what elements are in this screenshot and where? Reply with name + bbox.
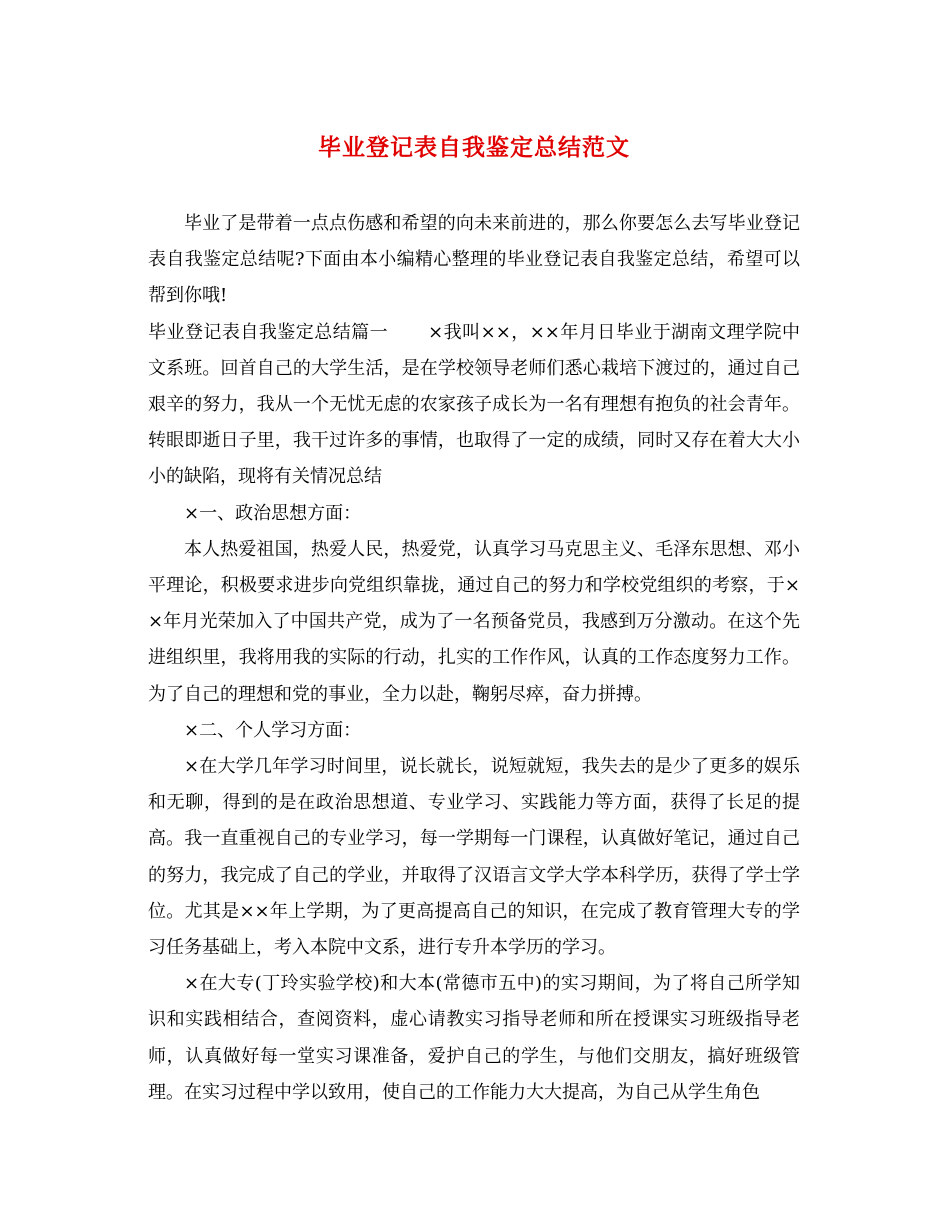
section1-paragraph	[148, 315, 800, 496]
heading-study: ×二、个人学习方面：	[184, 719, 362, 741]
intro-paragraph: 毕业了是带着一点点伤感和希望的向未来前进的，那么你要怎么去写毕业登记表自我鉴定总结呢?下面由本小编精心整理的毕业登记表自我鉴定总结，希望可以帮到你哦!	[148, 213, 800, 307]
section1-text: ×我叫××，××年月日毕业于湖南文理学院中文系班。回首自己的大学生活，是在学校领导老师们悉心栽培下渡过的，通过自己艰辛的努力，我从一个无忧无虑的农家孩子成长为一名有理想有抱负的社会青年。转眼即逝日子里，我干过许多的事情，也取得了一定的成绩，同时又存在着大大小小的缺陷，现将有关情况总结	[148, 321, 800, 488]
practice-paragraph: ×在大专(丁玲实验学校)和大本(常德市五中)的实习期间，为了将自己所学知识和实践相结合，查阅资料，虚心请教实习指导老师和所在授课实习班级指导老师，认真做好每一堂实习课准备，爱护自己的学生，与他们交朋友，搞好班级管理。在实习过程中学以致用，使自己的工作能力大大提高，为自己从学生角色	[148, 973, 800, 1103]
study-paragraph: ×在大学几年学习时间里，说长就长，说短就短，我失去的是少了更多的娱乐和无聊，得到的是在政治思想道、专业学习、实践能力等方面，获得了长足的提高。我一直重视自己的专业学习，每一学期每一门课程，认真做好笔记，通过自己的努力，我完成了自己的学业，并取得了汉语言文学大学本科学历，获得了学士学位。尤其是××年上学期，为了更高提高自己的知识，在完成了教育管理大专的学习任务基础上，考入本院中文系，进行专升本学历的学习。	[148, 756, 800, 959]
section1-heading: 毕业登记表自我鉴定总结篇一	[148, 321, 389, 343]
document-body	[148, 206, 800, 1111]
document-title: 毕业登记表自我鉴定总结范文	[318, 134, 630, 161]
politics-paragraph: 本人热爱祖国，热爱人民，热爱党，认真学习马克思主义、毛泽东思想、邓小平理论，积极要求进步向党组织靠拢，通过自己的努力和学校党组织的考察，于××年月光荣加入了中国共产党，成为了一名预备党员，我感到万分激动。在这个先进组织里，我将用我的实际的行动，扎实的工作作风，认真的工作态度努力工作。为了自己的理想和党的事业，全力以赴，鞠躬尽瘁，奋力拼搏。	[148, 538, 800, 705]
heading-politics: ×一、政治思想方面：	[184, 502, 362, 524]
